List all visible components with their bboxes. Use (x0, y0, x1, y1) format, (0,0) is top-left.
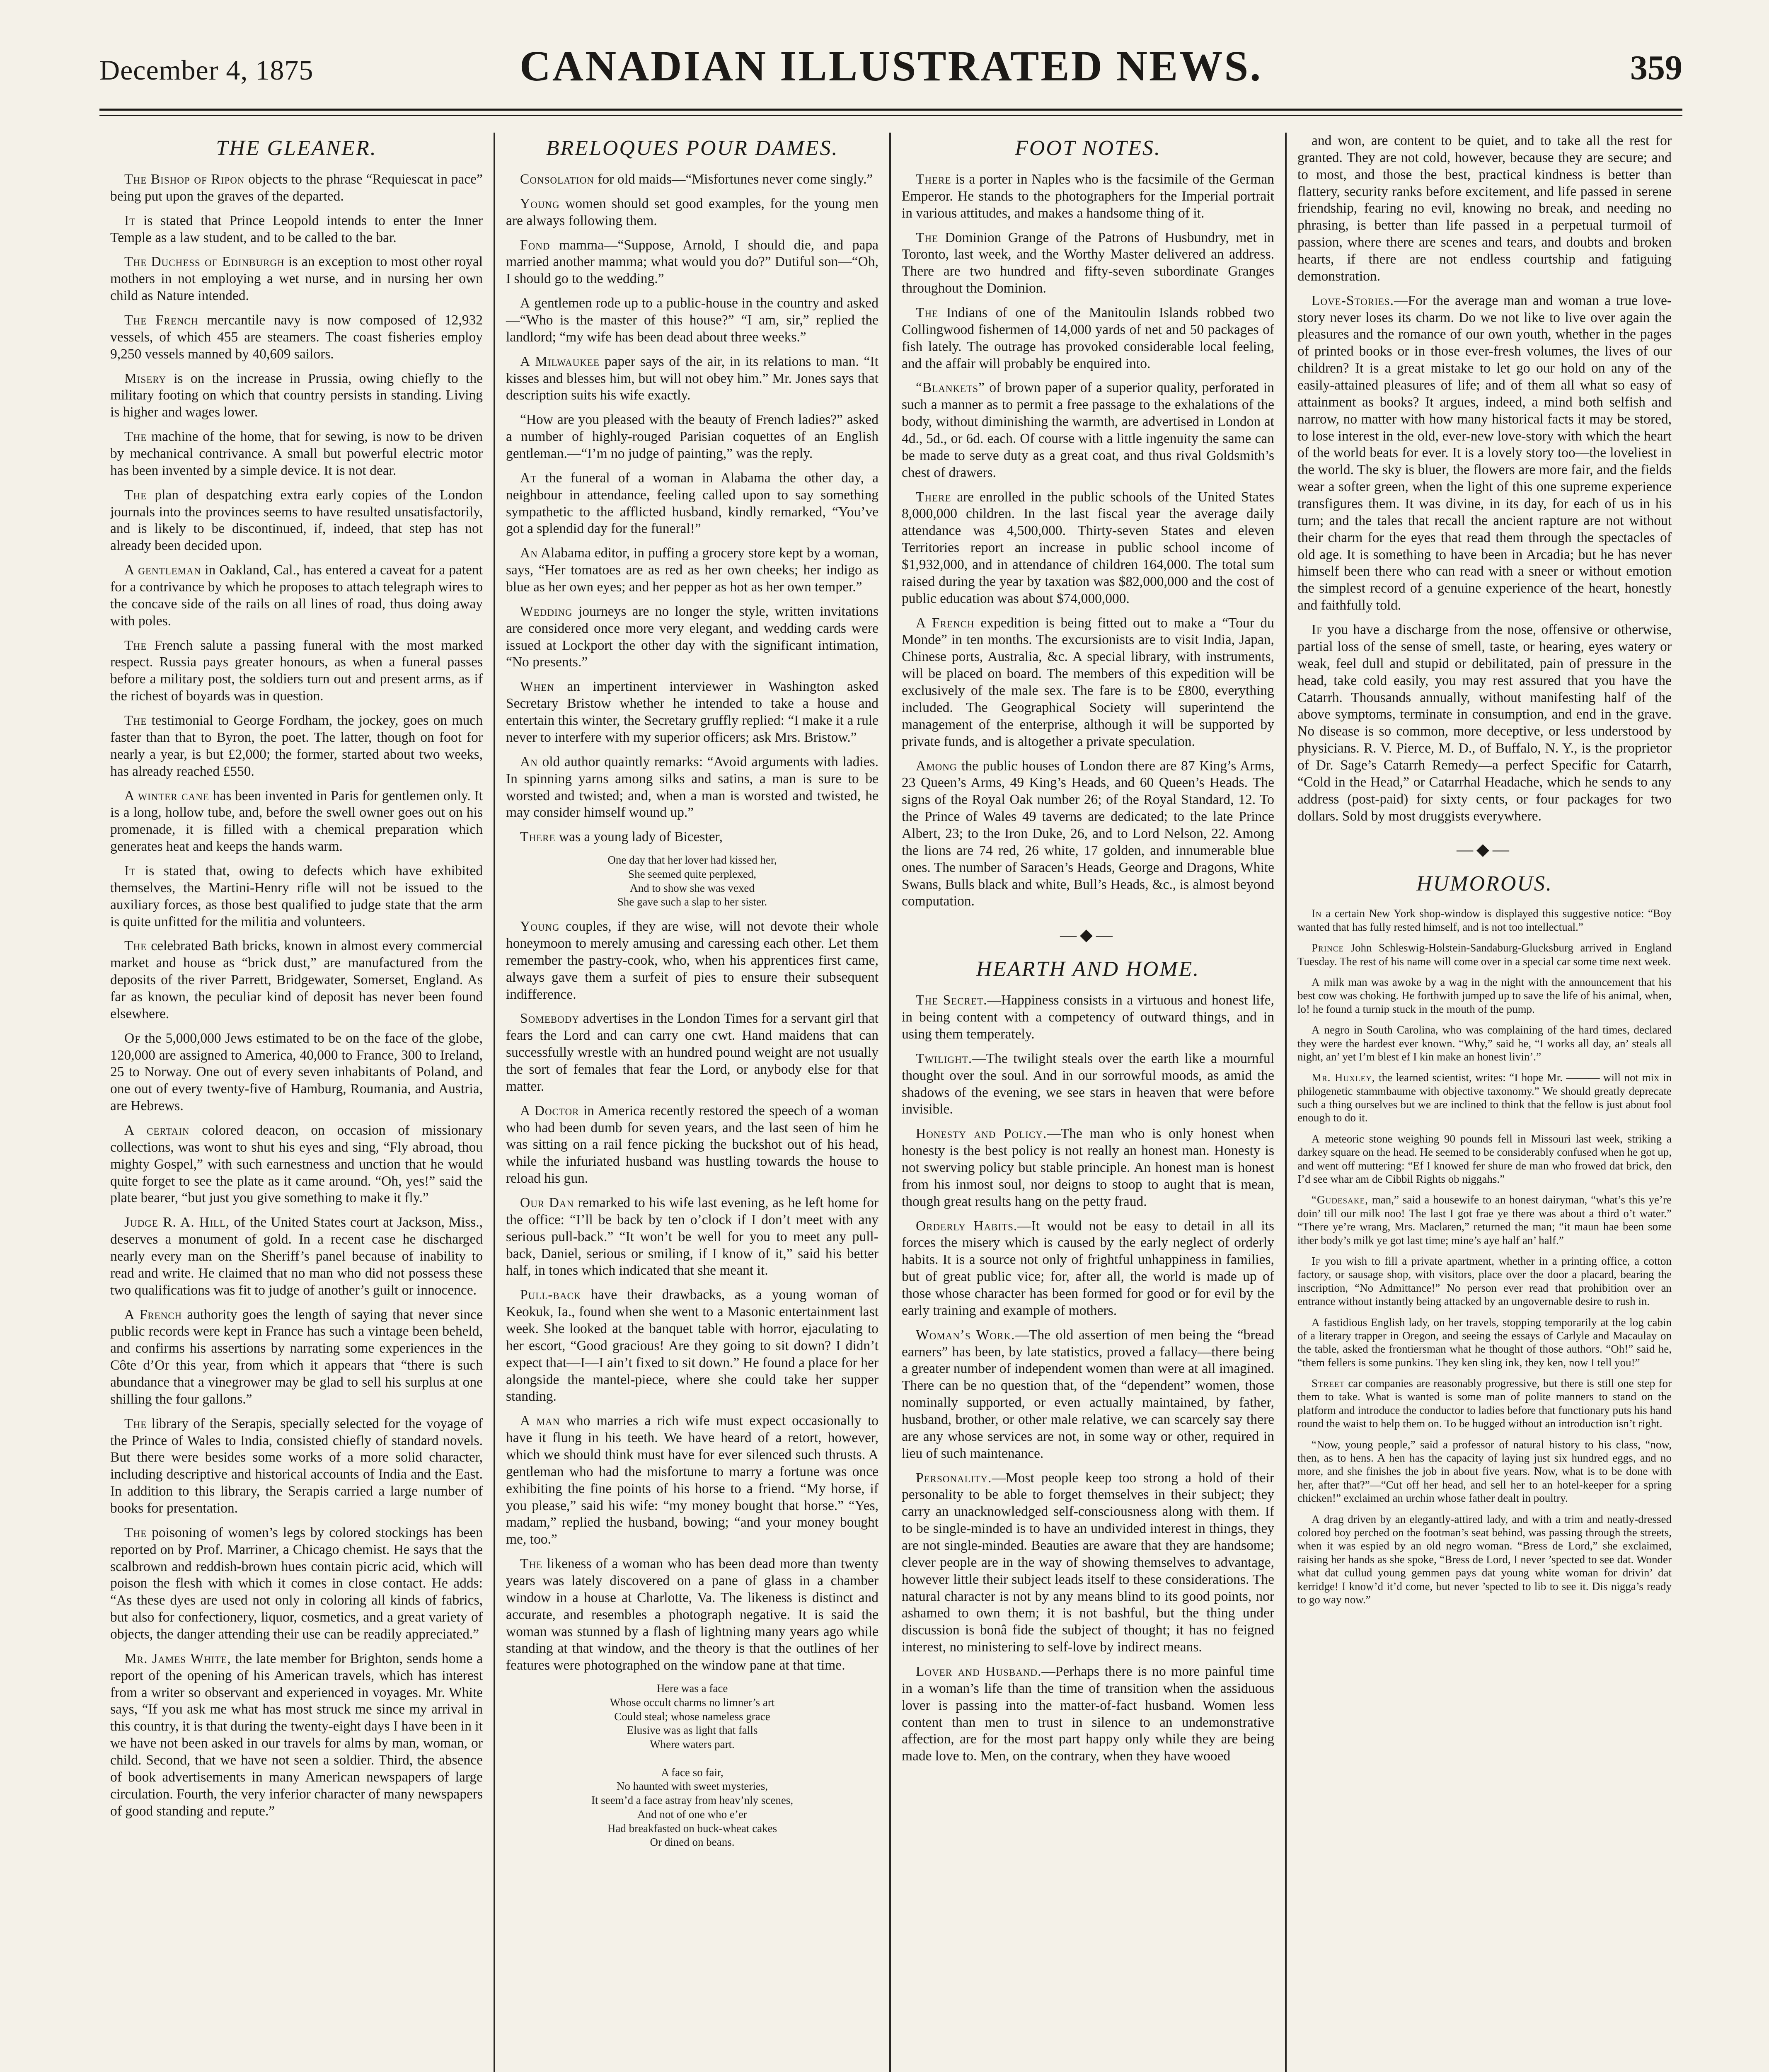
paragraph-text: remarked to his wife last evening, as he left home for the office: “I’ll be back by ten o’clock if I don’t meet with any serious pull-back.” “It won’t be well for you to meet any pull-back, Daniel, serious or smiling, if I know of it,” said his better half, in tones which indicated that she meant it. (506, 1195, 878, 1278)
paragraph-text: Alabama editor, in puffing a grocery store kept by a woman, says, “Her tomatoes are as red as her own cheeks; her indigo as blue as her own eyes; and her pepper as hot as her own temper.” (506, 545, 878, 595)
paragraph-lead: A Milwaukee (520, 353, 600, 369)
article-paragraph (110, 1030, 483, 1115)
verse-line: Could steal; whose nameless grace (614, 1710, 770, 1723)
section-heading-foot-notes: FOOT NOTES. (1015, 136, 1161, 160)
masthead-rule-bottom (99, 115, 1682, 116)
section-heading-hearth-home: HEARTH AND HOME. (976, 957, 1200, 981)
article-list (110, 171, 483, 1820)
paragraph-text: paper says of the air, in its relations to man. “It kisses and blesses him, but will not obey him.” Mr. Jones says that description suits his wife exactly. (506, 353, 878, 403)
article-paragraph (110, 487, 483, 554)
paragraph-text: has been invented in Paris for gentlemen only. It is a long, hollow tube, and, before the swell owner goes out on his promenade, it is filled with a chemical preparation which generates heat and keeps the hands warm. (110, 788, 483, 854)
article-paragraph (1297, 1193, 1672, 1247)
article-paragraph (110, 1214, 483, 1299)
article-paragraph (902, 1218, 1274, 1319)
paragraph-lead: An (520, 754, 538, 770)
paragraph-lead: It (124, 213, 136, 228)
paragraph-text: women should set good examples, for the young men are always following them. (506, 196, 878, 228)
section-heading-breloques: BRELOQUES POUR DAMES. (546, 136, 839, 160)
paragraph-lead: A (1312, 1316, 1320, 1329)
paragraph-text: is an exception to most other royal mothers in not employing a wet nurse, and in nursing her own child as Nature intended. (110, 254, 483, 304)
article-paragraph (1297, 1438, 1672, 1505)
paragraph-text: Indians of one of the Manitoulin Islands robbed two Collingwood fishermen of 14,000 yards of net and 50 packages of fish lately. The outrage has provoked considerable local feeling, and the affair will probably be enquired into. (902, 305, 1274, 371)
paragraph-text: of brown paper of a superior quality, perforated in such a manner as to permit a free passage to the exhalations of the body, without diminishing the warmth, are advertised in London at 4d., 5d., or 6d. each. Of course with a little ingenuity the same can be made to serve duty as a great coat, and thus rival Goldsmith’s chest of drawers. (902, 380, 1274, 480)
article-paragraph (110, 171, 483, 205)
paragraph-lead: A (1312, 1024, 1320, 1036)
article-list (902, 171, 1274, 910)
verse-line: Whose occult charms no limner’s art (610, 1696, 775, 1709)
paragraph-lead: The (916, 230, 939, 245)
paragraph-lead: The (124, 487, 147, 503)
paragraph-text: in America recently restored the speech of a woman who had been dumb for seven years, and the last seen of him he was sitting on a rail fence picking the buckshot out of his head, while the infuriated husband was hustling towards the house to reload his gun. (506, 1103, 879, 1186)
article-paragraph (1297, 907, 1672, 934)
paragraph-text: —Happiness consists in a virtuous and honest life, in being content with a competency of outward things, and in using them temperately. (902, 992, 1274, 1042)
paragraph-lead: Prince (1312, 942, 1344, 954)
article-list (902, 992, 1274, 1765)
article-paragraph (506, 1103, 878, 1187)
paragraph-text: journeys are no longer the style, written invitations are considered once more very elegant, and wedding cards were issued at Lockport the other day with the significant intimation, “No presents.” (506, 603, 878, 670)
article-paragraph (110, 1122, 483, 1207)
paragraph-text: you wish to fill a private apartment, whether in a printing office, a cotton factory, or sausage shop, with visitors, place over the door a placard, bearing the inscription, “No Admittance!” No person ever read that prohibition over an entrance without instantly being attacked by an ungovernable desire to rush in. (1297, 1254, 1672, 1308)
paragraph-lead: Love-Stories. (1312, 293, 1394, 308)
column-4 (1287, 133, 1682, 2072)
article-paragraph (506, 353, 878, 404)
paragraph-lead: A (1312, 1132, 1320, 1145)
paragraph-lead: Our Dan (520, 1195, 574, 1210)
paragraph-lead: The (124, 1416, 147, 1431)
paragraph-text: you have a discharge from the nose, offensive or otherwise, partial loss of the sense of smell, taste, or hearing, eyes watery or weak, feel dull and stupid or debilitated, pain of pressure in the head, take cold easily, you may rest assured that you have the Catarrh. Thousands annually, without manifesting half of the above symptoms, terminate in consumption, and end in the grave. No disease is so common, more deceptive, or less understood by physicians. R. V. Pierce, M. D., of Buffalo, N. Y., is the proprietor of Dr. Sage’s Catarrh Remedy—a perfect Specific for Catarrh, “Cold in the Head,” or Catarrhal Headache, which he sends to any address (post-paid) for sixty cents, or four packages for two dollars. Sold by most druggists everywhere. (1297, 622, 1672, 824)
paragraph-text: old author quaintly remarks: “Avoid arguments with ladies. In spinning yarns among silks and satins, a man is sure to be worsted and twisted; and, when a man is worsted and twisted, he may consider himself wound up.” (506, 754, 878, 821)
paragraph-lead: Woman’s Work. (916, 1327, 1015, 1343)
paragraph-lead: A man (520, 1413, 560, 1429)
paragraph-text: objects to the phrase “Requiescat in pace” being put upon the graves of the departed. (110, 172, 483, 204)
article-list (506, 171, 878, 846)
paragraph-lead: Among (916, 758, 957, 774)
paragraph-text: man,” said a housewife to an honest dairyman, “what’s this ye’re doin’ till our milk noo! The last I got frae ye there was about a third o’t water.” “There ye’re wrang, Mrs. Maclaren,” returned the man; “it maun hae been some ither body’s milk ye got last time; mine’s aye half an’ half.” (1297, 1193, 1672, 1247)
paragraph-lead: A (1312, 1513, 1320, 1525)
paragraph-lead: “Gudesake, (1312, 1193, 1368, 1206)
paragraph-lead: Personality. (916, 1470, 992, 1486)
article-paragraph (902, 615, 1274, 750)
verse-line: She gave such a slap to her sister. (617, 896, 767, 908)
article-paragraph (1297, 1377, 1672, 1431)
article-paragraph (902, 1663, 1274, 1765)
paragraph-text: John Schleswig-Holstein-Sandaburg-Glucksburg arrived in England Tuesday. The rest of his name will come over in a special car some time next week. (1297, 942, 1672, 968)
paragraph-text: in Oakland, Cal., has entered a caveat for a patent for a contrivance by which he proposes to attach telegraph wires to the concave side of the rails on all lines of road, thus doing away with poles. (110, 562, 483, 629)
article-paragraph (506, 829, 878, 846)
paragraph-lead: “Blankets” (916, 380, 985, 396)
paragraph-lead: The (124, 429, 147, 445)
paragraph-lead: An (520, 545, 538, 561)
paragraph-text: is on the increase in Prussia, owing chiefly to the military footing on which that country persists in standing. Living is higher and wages lower. (110, 370, 483, 420)
paragraph-text: the late member for Brighton, sends home a report of the opening of his American travels, which has interest from a writer so observant and experienced in voyages. Mr. White says, “If you ask me what has most struck me since my arrival in this country, it is that during the twenty-eight days I have been in it we have not been asked in our travels for alms by man, woman, or child. Second, that we have not seen a soldier. Third, the absence of book advertisements in many American newspapers of large circulation. Fourth, the very inferior character of many newspapers of good standing and repute.” (110, 1651, 483, 1819)
paragraph-lead: At (520, 470, 537, 486)
paragraph-text: fastidious English lady, on her travels, stopping temporarily at the log cabin of a literary trapper in Oregon, and seeing the essays of Carlyle and Macaulay on the table, asked the frontiersman what he thought of those authors. “Oh!” said he, “them fellers is some punkins. They ken sling ink, they ken, now I tell you!” (1297, 1316, 1672, 1369)
article-paragraph (902, 230, 1274, 297)
verse-line: Or dined on beans. (650, 1836, 735, 1849)
article-paragraph (506, 1195, 878, 1279)
article-paragraph (506, 237, 878, 288)
article-paragraph (110, 1307, 483, 1408)
paragraph-lead: Orderly Habits. (916, 1218, 1018, 1234)
paragraph-text: couples, if they are wise, will not devote their whole honeymoon to merely amusing and caressing each other. Let them remember the pastry-cook, who, when his apprentices first came, always gave them a surfeit of pies to ensure their subsequent indifference. (506, 919, 878, 1002)
paragraph-text: are enrolled in the public schools of the United States 8,000,000 children. In the last fiscal year the average daily attendance was 4,500,000. Thirty-seven States and eleven Territories report an increase in public school income of $1,932,000, and in attendance of children 164,000. The total sum raised during the year by taxation was $82,000,000 and the cost of public education was about $74,000,000. (902, 489, 1274, 606)
article-paragraph (1297, 1254, 1672, 1308)
paragraph-text: the funeral of a woman in Alabama the other day, a neighbour in attendance, feeling called upon to say something sympathetic to the afflicted husband, kindly remarked, “You’ve got a splendid day for the funeral!” (506, 470, 878, 537)
columns (99, 133, 1682, 2072)
paragraph-lead: Of (124, 1030, 140, 1046)
paragraph-lead: Pull-back (520, 1287, 581, 1303)
paragraph-text: plan of despatching extra early copies of the London journals into the provinces seems to have resulted unsatisfactorily, and is likely to be discontinued, if, indeed, that step has not already been decided upon. (110, 487, 483, 554)
paragraph-lead: A Doctor (520, 1103, 579, 1118)
article-paragraph (1297, 133, 1672, 285)
paragraph-text: car companies are reasonably progressive, but there is still one step for them to take. What is wanted is some man of polite manners to stand on the platform and introduce the conductor to ladies before that functionary puts his hand round the waist to help them on. To be hugged without an introduction isn’t right. (1297, 1377, 1672, 1430)
paragraph-text: Dominion Grange of the Patrons of Husbundry, met in Toronto, last week, and the Worthy Master delivered an address. There are two hundred and fifty-seven subordinate Granges throughout the Dominion. (902, 230, 1274, 296)
masthead (99, 25, 1682, 99)
paragraph-text: meteoric stone weighing 90 pounds fell in Missouri last week, striking a darkey square on the head. He seemed to be considerably confused when he got up, and went off muttering: “Ef I knowed fer shure de man who frowed dat brick, den I’d see whar am de Cibbil Rights ob niggahs.” (1297, 1132, 1672, 1186)
paragraph-text: who marries a rich wife must expect occasionally to have it flung in his teeth. We have heard of a retort, however, which we should think must have for ever silenced such thrusts. A gentleman who had the misfortune to marry a fortune was once exhibiting the fine points of his horse to a friend. “My horse, if you please,” said his wife: “my money bought that horse.” “Yes, madam,” replied the husband, bowing; “and your money bought me, too.” (506, 1413, 879, 1547)
article-paragraph (902, 489, 1274, 608)
paragraph-lead: There (916, 489, 951, 505)
paragraph-text: —For the average man and woman a true love-story never loses its charm. Do we not like to live over again the pleasures and the romance of our own youth, whether in the pages of printed books or in those ever-fresh volumes, the lives of our children? It is a great mistake to let go our hold on any of the easily-attained pleasures of life; and of them all what so easy of attainment as books? It argues, indeed, a mind both selfish and narrow, no matter with how many historical facts it may be stored, to lose interest in the old, ever-new love-story with which the heart of the world beats for ever. It is a lovely story too—the loveliest in the world. The sky is bluer, the flowers are more fair, and the fields wear a softer green, when the light of this one supreme experience transfigures them. It was divine, in its day, for each of us in his turn; and the tales that recall the ancient rapture are not without their charm for the eyes that read them through the spectacles of old age. It is something to have been in Arcadia; but he has never himself been there who can read with a sneer or without emotion the simplest record of a genuine experience of the heart, honestly and faithfully told. (1297, 293, 1672, 613)
paragraph-text: of the United States court at Jackson, Miss., deserves a monument of gold. In a recent case he discharged nearly every man on the Sheriff’s panel because of inability to read and write. He claimed that no man who did not possess these two qualifications was fit to judge of another’s guilt or innocence. (110, 1215, 483, 1298)
paragraph-text: —The man who is only honest when honesty is the best policy is not really an honest man. Honesty is not swerving policy but stable principle. An honest man is honest from his inmost soul, nor deigns to stoop to aught that is mean, though great results hang on the petty fraud. (902, 1126, 1274, 1209)
paragraph-text: have their drawbacks, as a young woman of Keokuk, Ia., found when she went to a Masonic entertainment last week. She looked at the banquet table with horror, ejaculating to her escort, “Good gracious! Are they going to sit down? I didn’t expect that—I—I ain’t fixed to sit down.” He found a place for her alongside the mantel-piece, where she could take her supper standing. (506, 1287, 878, 1404)
article-paragraph (110, 788, 483, 855)
paragraph-lead: The (520, 1556, 543, 1572)
verse-line: And not of one who e’er (637, 1808, 747, 1820)
paragraph-text: —Most people keep too strong a hold of their personality to be able to forget themselves in their subject; they carry an unacknowledged self-consciousness along with them. If to be single-minded is to have an undivided interest in things, they are not single-minded. Beauties are aware that they are handsome; clever people are in the way of showing themselves to advantage, however little their subject leads itself to these considerations. The natural character is not by any means blind to its good points, nor ashamed to own them; it is not bashful, but the thing under discussion is bonâ fide the subject of thought; it has no feigned interest, no ministering to self-love by indirect means. (902, 1470, 1274, 1655)
paragraph-lead: The (124, 938, 147, 954)
article-paragraph (1297, 1132, 1672, 1186)
paragraph-text: an impertinent interviewer in Washington asked Secretary Bristow whether he intended to take a house and entertain this winter, the Secretary gruffly replied: “I make it a rule never to interfere with my superior officers; ask Mrs. Bristow.” (506, 679, 878, 745)
article-paragraph (1297, 941, 1672, 968)
verse-line: Elusive was as light that falls (627, 1724, 758, 1737)
paragraph-lead: Misery (124, 370, 166, 386)
paragraph-text: expedition is being fitted out to make a “Tour du Monde” in ten months. The excursionists are to visit India, Japan, Chinese ports, Australia, &c. A special library, with instruments, will be placed on board. The members of this expedition will be exclusively of the male sex. The fare is to be £800, everything included. The Geographical Society will superintend the management of the enterprise, although it will be supported by private funds, and is altogether a private speculation. (902, 615, 1274, 749)
article-paragraph (506, 678, 878, 746)
paragraph-text: likeness of a woman who has been dead more than twenty years was lately discovered on a pane of glass in a chamber window in a house at Charlotte, Va. The likeness is distinct and accurate, and resembles a photograph negative. It is said the woman was stunned by a flash of lightning many years ago while standing at that window, and the theory is that the outlines of her features were photographed on the window pane at that time. (506, 1556, 878, 1673)
paragraph-lead: It (124, 863, 136, 879)
paragraph-text: milk man was awoke by a wag in the night with the announcement that his best cow was choking. He forthwith jumped up to save the life of his animal, when, lo! he found a turnip stuck in the mouth of the pump. (1297, 975, 1672, 1015)
paragraph-text: the learned scientist, writes: “I hope Mr. ——— will not mix in philogenetic stammbaume with objective taxonomy.” We should greatly deprecate such a thing ourselves but we are inclined to think that the fellow is just about fool enough to do it. (1297, 1071, 1672, 1124)
paragraph-lead: Consolation (520, 172, 595, 187)
article-paragraph (1297, 622, 1672, 825)
article-paragraph (110, 213, 483, 247)
article-paragraph (506, 1010, 878, 1095)
article-paragraph (902, 1327, 1274, 1462)
verse-line: And to show she was vexed (630, 881, 755, 894)
article-paragraph (110, 254, 483, 305)
paragraph-text: “Now, young people,” said a professor of natural history to his class, “now, then, as to hens. A hen has the capacity of laying just six hundred eggs, and no more, and she finishes the job in about five years. Now, what is to be done with her, after that?”—“Cut off her head, and sell her to an hotel-keeper for a spring chicken!” exclaimed an urchin whose father dealt in poultry. (1297, 1438, 1672, 1505)
article-paragraph (902, 171, 1274, 222)
paragraph-lead: The (124, 637, 147, 653)
article-list (506, 918, 878, 1674)
paragraph-text: negro in South Carolina, who was complaining of the hard times, declared they were the hardest ever known. “Why,” said he, “I works all day, an’ steals all night, an’ yet I’m blest ef I kin make an honest livin’.” (1297, 1024, 1672, 1063)
article-paragraph (110, 637, 483, 705)
paragraph-text: authority goes the length of saying that never since public records were kept in France has such a vintage been beheld, and confirms his assertions by narrating some experiences in the Côte d’Or this year, from which it appears that “there is such abundance that a vinegrower may be glad to sell his surplus at one shilling the four gallons.” (110, 1307, 483, 1407)
paragraph-text: is a porter in Naples who is the facsimile of the German Emperor. He stands to the photographers for the Imperial portrait in various attitudes, and makes a handsome thing of it. (902, 172, 1274, 221)
paragraph-text: French salute a passing funeral with the most marked respect. Russia pays greater honours, as when a funeral passes before a military post, the soldiers turn out and present arms, as if the richest of boyards was in question. (110, 637, 483, 704)
article-paragraph (506, 603, 878, 671)
paragraph-text: the 5,000,000 Jews estimated to be on the face of the globe, 120,000 are assigned to America, 40,000 to France, 300 to Ireland, 25 to Norway. One out of every seven inhabitants of Poland, and one out of every twenty-five of Hamburg, Roumania, and Austria, are Hebrews. (110, 1030, 483, 1114)
article-paragraph (506, 1287, 878, 1405)
paragraph-lead: The Secret. (916, 992, 987, 1008)
paragraph-lead: Somebody (520, 1011, 579, 1026)
paragraph-lead: Twilight. (916, 1051, 973, 1066)
paragraph-text: advertises in the London Times for a servant girl that fears the Lord and can carry one cwt. Hand maidens that can successfully wrestle with an hundred pound weight are not usually the sort of females that fear the Lord, or anybody else for that matter. (506, 1011, 878, 1094)
paragraph-lead: Lover and Husband. (916, 1664, 1042, 1680)
article-paragraph (110, 562, 483, 629)
article-paragraph (110, 712, 483, 780)
paragraph-text: mercantile navy is now composed of 12,932 vessels, of which 455 are steamers. The coast fisheries employ 9,250 vessels manned by 40,609 sailors. (110, 312, 483, 362)
verse-line: Had breakfasted on buck-wheat cakes (607, 1822, 777, 1835)
section-divider: —◆— (1457, 840, 1512, 859)
paragraph-text: —The old assertion of men being the “bread earners” has been, by late statistics, proved a fallacy—there being a greater number of independent women than were at all imagined. There can be no question that, of the “dependent” women, those nominally supported, or even actually maintained, by father, husband, brother, or other male relative, we can scarcely say there are any whose services are not, in some way or other, required in lieu of such maintenance. (902, 1327, 1275, 1461)
article-paragraph (110, 1525, 483, 1643)
paragraph-lead: Judge R. A. Hill, (124, 1215, 230, 1230)
paragraph-text: colored deacon, on occasion of missionary collections, was wont to shut his eyes and sing, “Fly abroad, thou mighty Gospel,” with such earnestness and unction that he would quite forget to see the plate as it came around. “Oh, yes!” said the plate bearer, “but just you give something to make it fly.” (110, 1122, 483, 1206)
paragraph-text: poisoning of women’s legs by colored stockings has been reported on by Prof. Marriner, a Chicago chemist. He says that the scalbrown and reddish-brown hues contain picric acid, which will poison the flesh with which it comes in close contact. He adds: “As these dyes are used not only in coloring all kinds of fabrics, but also for confectionery, liquor, cosmetics, and a great variety of objects, the danger attending their use can be readily appreciated.” (110, 1525, 483, 1642)
article-paragraph (506, 411, 878, 462)
article-paragraph (1297, 1513, 1672, 1607)
article-paragraph (110, 370, 483, 421)
article-paragraph (506, 470, 878, 537)
masthead-rule-top (99, 109, 1682, 111)
article-paragraph (506, 1556, 878, 1674)
paragraph-lead: A gentleman (124, 562, 201, 578)
paragraph-lead: Mr. James White, (124, 1651, 231, 1666)
verse-line: She seemed quite perplexed, (628, 867, 756, 880)
verse-line: A face so fair, (661, 1766, 724, 1779)
paragraph-text: —Perhaps there is no more painful time in a woman’s life than the time of transition when the assiduous lover is passing into the matter-of-fact husband. Women less content than men to trust in silence to an undemonstrative affection, are for the most part happy only while they are being made love to. Men, on the contrary, when they have wooed (902, 1664, 1274, 1764)
section-heading-humorous: HUMOROUS. (1416, 872, 1553, 896)
paragraph-lead: Mr. Huxley, (1312, 1071, 1375, 1084)
article-paragraph (110, 1416, 483, 1517)
article-paragraph (110, 312, 483, 363)
article-paragraph (506, 295, 878, 346)
paragraph-lead: A winter cane (124, 788, 209, 804)
verse-line: No haunted with sweet mysteries, (616, 1780, 768, 1793)
verse-line: Where waters part. (650, 1738, 735, 1751)
newspaper-title: CANADIAN ILLUSTRATED NEWS. (519, 42, 1263, 90)
article-paragraph (506, 545, 878, 596)
paragraph-lead: A (520, 295, 531, 311)
paragraph-lead: Young (520, 919, 560, 934)
paragraph-lead: A French (916, 615, 975, 631)
article-paragraph (902, 1126, 1274, 1210)
paragraph-lead: There (916, 172, 951, 187)
paragraph-lead: A certain (124, 1122, 190, 1138)
article-paragraph (506, 1413, 878, 1548)
article-paragraph (1297, 1316, 1672, 1370)
paragraph-text: celebrated Bath bricks, known in almost every commercial market and house as “brick dust,” are manufactured from the deposits of the river Parrett, Bridgewater, Somerset, England. As far as known, the peculiar kind of deposit has never been found elsewhere. (110, 938, 483, 1021)
article-paragraph (902, 1470, 1274, 1656)
paragraph-text: was a young lady of Bicester, (555, 829, 723, 845)
paragraph-lead: If (1312, 1254, 1321, 1267)
paragraph-text: for old maids—“Misfortunes never come singly.” (594, 172, 873, 187)
article-paragraph (1297, 293, 1672, 614)
paragraph-lead: The (124, 1525, 147, 1540)
verse-block (506, 1682, 878, 1849)
paragraph-text: “How are you pleased with the beauty of French ladies?” asked a number of highly-rouged Parisian coquettes of an English gentleman.—“I’m no judge of painting,” was the reply. (506, 412, 878, 462)
verse-block (506, 853, 878, 909)
article-paragraph (110, 428, 483, 479)
article-paragraph (506, 754, 878, 821)
paragraph-lead: In (1312, 907, 1322, 920)
paragraph-lead: Fond (520, 237, 550, 253)
paragraph-lead: If (1312, 622, 1322, 638)
article-paragraph (902, 758, 1274, 910)
paragraph-text: the public houses of London there are 87 King’s Arms, 23 Queen’s Arms, 49 King’s Heads, and 60 Queen’s Heads. The signs of the Royal Oak number 26; of the Royal Standard, 12. To the Prince of Wales 49 taverns are dedicated; to the late Prince Albert, 23; to the Iron Duke, 26, and to Lord Nelson, 22. Among the lions are 74 red, 26 white, 17 golden, and innumerable blue ones. The number of Saracen’s Heads, George and Dragons, White Swans, Bulls black and white, Bull’s Heads, &c., is almost beyond computation. (902, 758, 1274, 909)
column-1 (99, 133, 495, 2072)
article-paragraph (506, 918, 878, 1003)
verse-line: One day that her lover had kissed her, (607, 854, 777, 867)
paragraph-lead: Wedding (520, 603, 573, 619)
article-paragraph (110, 1651, 483, 1820)
page-number: 359 (1630, 48, 1682, 87)
paragraph-lead: Young (520, 196, 560, 211)
section-divider: —◆— (1060, 925, 1116, 944)
article-list (1297, 907, 1672, 1606)
article-paragraph (110, 938, 483, 1022)
paragraph-lead: Street (1312, 1377, 1345, 1390)
article-paragraph (110, 863, 483, 930)
article-list (1297, 133, 1672, 825)
verse-line: It seem’d a face astray from heav’nly scenes, (591, 1794, 794, 1807)
paragraph-lead: The (124, 713, 147, 729)
verse-line (506, 1752, 878, 1766)
verse-line: Here was a face (656, 1682, 728, 1695)
article-paragraph (506, 171, 878, 188)
paragraph-text: library of the Serapis, specially selected for the voyage of the Prince of Wales to India, consisted chiefly of standard novels. But there were besides some works of a more solid character, including descriptive and historical accounts of India and the East. In addition to this library, the Serapis carried a large number of books for presentation. (110, 1416, 483, 1516)
article-paragraph (1297, 1071, 1672, 1125)
article-paragraph (506, 196, 878, 230)
paragraph-lead: A (1312, 975, 1320, 988)
paragraph-lead: The Duchess of Edinburgh (124, 254, 285, 270)
paragraph-lead: There (520, 829, 556, 845)
paragraph-text: a certain New York shop-window is displayed this suggestive notice: “Boy wanted that has fully rested himself, and is not too intellectual.” (1297, 907, 1672, 933)
paragraph-text: machine of the home, that for sewing, is now to be driven by mechanical contrivance. A small but powerful electric motor has been invented by a simple device. It is not dear. (110, 429, 483, 478)
paragraph-text: is stated that Prince Leopold intends to enter the Inner Temple as a law student, and to be called to the bar. (110, 213, 483, 245)
article-paragraph (902, 380, 1274, 481)
paragraph-text: drag driven by an elegantly-attired lady, and with a trim and neatly-dressed colored boy perched on the footman’s seat behind, was passing through the streets, when it was espied by an old negro woman. “Bress de Lord,” she exclaimed, raising her hands as she spoke, “Bress de Lord, I never ’spected to see dat. Wonder what dat cullud young gemmen pays dat young white woman for drivin’ dat kerridge! I know’d it’d come, but never ’spected to lib to see it. Dis nigga’s ready to go way now.” (1297, 1513, 1672, 1606)
article-paragraph (902, 305, 1274, 372)
paragraph-lead: A French (124, 1307, 182, 1322)
issue-date: December 4, 1875 (99, 54, 314, 86)
column-2 (495, 133, 891, 2072)
article-paragraph (902, 992, 1274, 1043)
paragraph-lead: The French (124, 312, 198, 328)
paragraph-lead: When (520, 679, 554, 695)
paragraph-text: mamma—“Suppose, Arnold, I should die, and papa married another mamma; what would you do?” Dutiful son—“Oh, I should go to the wedding.” (506, 237, 878, 287)
paragraph-text: —It would not be easy to detail in all its forces the misery which is caused by the early neglect of orderly habits. It is a source not only of frightful unhappiness in families, but of great public vice; for, after all, the world is made up of those whose character has been formed for good or for evil by the early training and example of mothers. (902, 1218, 1274, 1318)
paragraph-text: —The twilight steals over the earth like a mournful thought over the soul. And in our sorrowful moods, as amid the shadows of the evening, we see stars in heaven that were before invisible. (902, 1051, 1274, 1117)
paragraph-text: is stated that, owing to defects which have exhibited themselves, the Martini-Henry rifle will not be issued to the auxiliary forces, as those best qualified to judge state that the arm is quite unfitted for the militia and volunteers. (110, 863, 483, 929)
article-paragraph (1297, 975, 1672, 1016)
paragraph-lead: The Bishop of Ripon (124, 172, 245, 187)
section-heading-gleaner: THE GLEANER. (216, 136, 377, 160)
column-3 (891, 133, 1287, 2072)
paragraph-lead: Honesty and Policy. (916, 1126, 1047, 1142)
paragraph-lead: The (916, 305, 939, 321)
paragraph-text: gentlemen rode up to a public-house in the country and asked—“Who is the master of this house?” “I am, sir,” replied the landlord; “my wife has been dead about three weeks.” (506, 295, 878, 345)
paragraph-text: testimonial to George Fordham, the jockey, goes on much faster than that to Byron, the poet. The latter, though on foot for nearly a year, is but £2,000; the former, started about two weeks, has already reached £550. (110, 713, 483, 779)
paragraph-text: and won, are content to be quiet, and to take all the rest for granted. They are not cold, however, because they are secure; and to most, and those the best, practical kindness is better than flattery, security ranks before excitement, and life passed in serene friendship, fearing no evil, knowing no break, and needing no phrasing, is better than life passed in a perpetual turmoil of passion, where there are scenes and tears, and doubts and broken hearts, if there are not endless courtship and fatiguing demonstration. (1297, 133, 1672, 284)
article-paragraph (902, 1051, 1274, 1118)
article-paragraph (1297, 1023, 1672, 1063)
